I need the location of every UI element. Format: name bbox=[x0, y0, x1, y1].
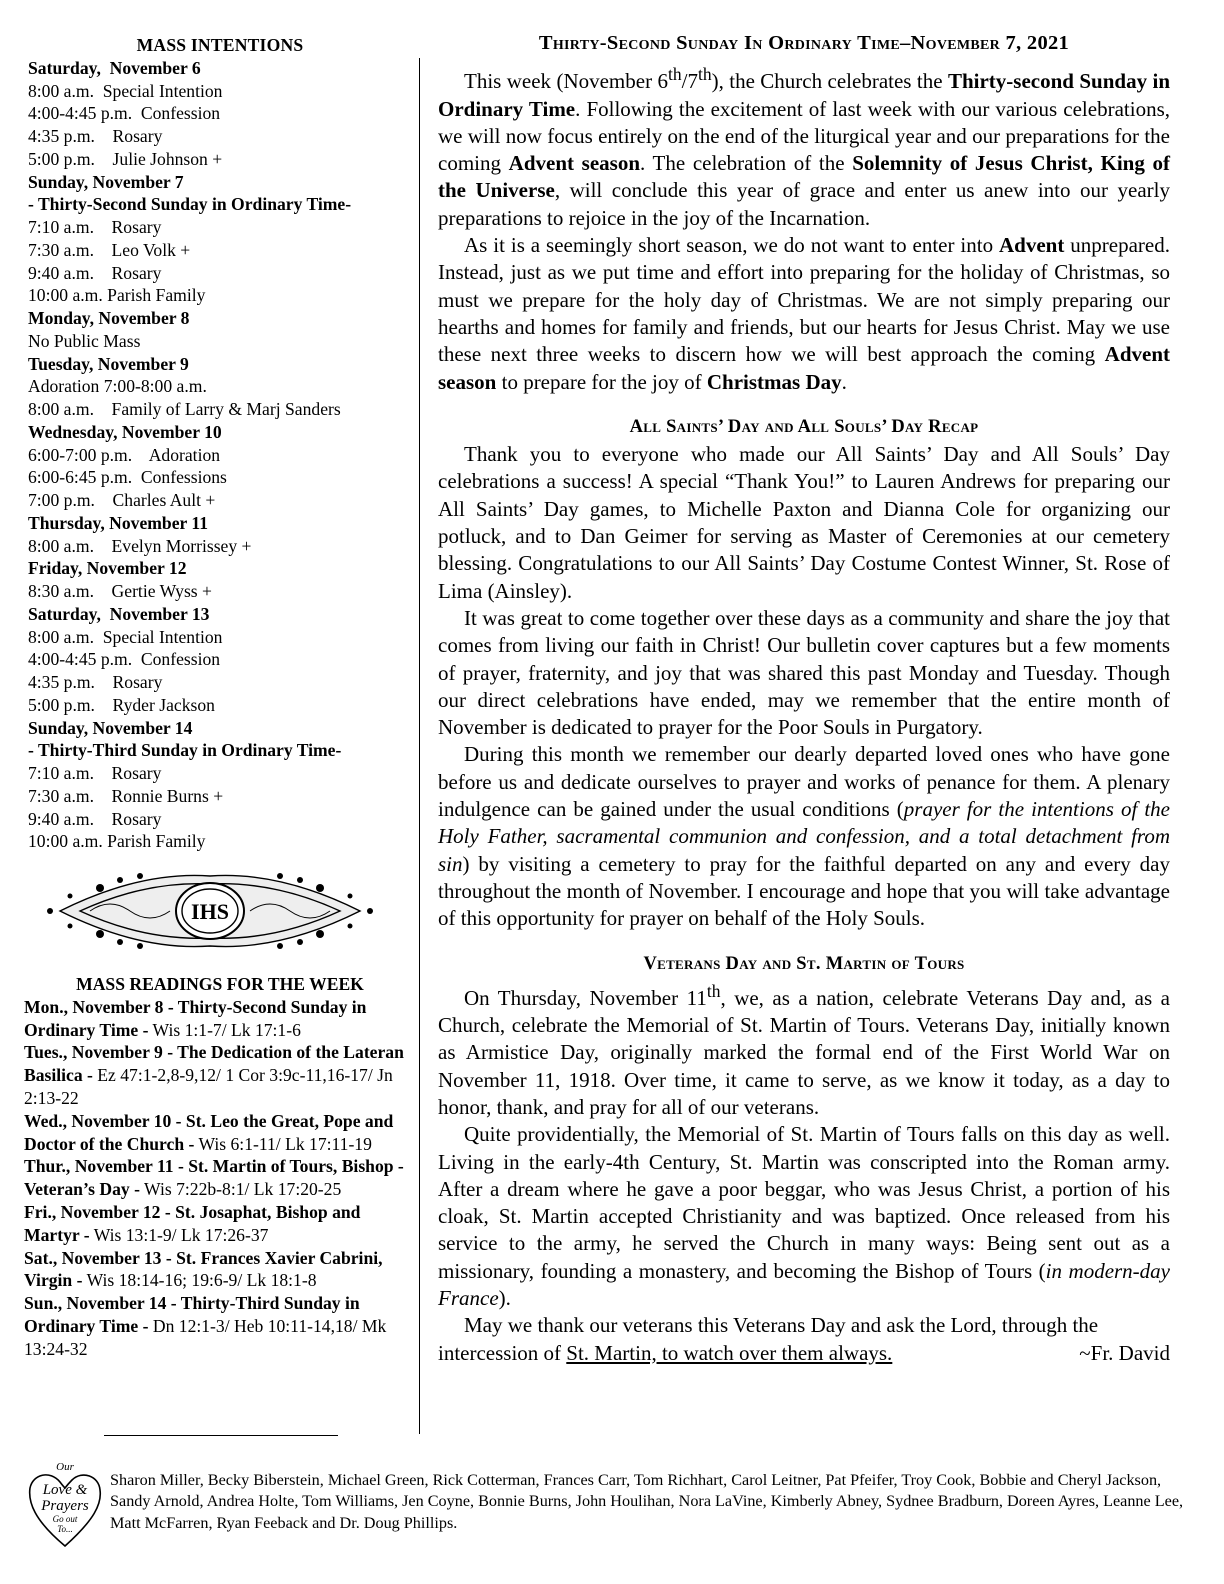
reading-item: Fri., November 12 - St. Josaphat, Bishop and Martyr - Wis 13:1-9/ Lk 17:26-37 bbox=[24, 1201, 361, 1245]
intention-row: 10:00 a.m. Parish Family bbox=[28, 285, 206, 306]
intention-row: 4:35 p.m. Rosary bbox=[28, 672, 163, 692]
reading-item: Thur., November 11 - St. Martin of Tours, Bishop - Veteran’s Day - Wis 7:22b-8:1/ Lk 17:20-25 bbox=[24, 1156, 404, 1200]
intention-row: 9:40 a.m. Rosary bbox=[28, 262, 162, 283]
intention-day-heading: - Thirty-Second Sunday in Ordinary Time- bbox=[28, 194, 352, 215]
readings-title: MASS READINGS FOR THE WEEK bbox=[76, 974, 364, 994]
intention-row: 8:00 a.m. Special Intention bbox=[28, 80, 223, 101]
intention-row: 6:00-7:00 p.m. Adoration bbox=[28, 444, 221, 465]
intention-row: 8:00 a.m. Family of Larry & Marj Sanders bbox=[28, 399, 341, 419]
paragraph-6: On Thursday, November 11th, we, as a nation, celebrate Veterans Day and, as a Church, celebrate the Memorial of St. Martin of Tours. Veterans Day, initially known as Armistice Day, originally marked the formal end of the First World War on November 11, 1918. Over time, it came to serve, as we know it today, as a day to honor, thank, and pray for all of our veterans. bbox=[438, 980, 1170, 1119]
intention-row: No Public Mass bbox=[28, 330, 141, 351]
paragraph-5: During this month we remember our dearly departed loved ones who have gone before us and dedicate ourselves to prayer and works of penance for them. A plenary indulgence can be gained under the usual conditions (prayer for the intentions of the Holy Father, sacramental communion and confession, and a total detachment from sin) by visiting a cemetery to pray for the faithful departed on any and every day throughout the month of November. I encourage and hope that you will take advantage of this opportunity for prayer on behalf of the Holy Souls. bbox=[438, 742, 1170, 931]
reading-item: Sun., November 14 - Thirty-Third Sunday in Ordinary Time - Dn 12:1-3/ Heb 10:11-14,18/ Mk 13:24-32 bbox=[24, 1293, 387, 1359]
intention-day-heading: - Thirty-Third Sunday in Ordinary Time- bbox=[28, 740, 342, 761]
column-divider bbox=[419, 58, 420, 1434]
paragraph-8: May we thank our veterans this Veterans Day and ask the Lord, through the intercession of St. Martin, to watch over them always. ~Fr. David bbox=[438, 1312, 1170, 1367]
intention-day-heading: Monday, November 8 bbox=[28, 308, 190, 328]
reading-item: Wed., November 10 - St. Leo the Great, Pope and Doctor of the Church - Wis 6:1-11/ Lk 17:11-19 bbox=[24, 1110, 394, 1154]
intention-row: 8:00 a.m. Evelyn Morrissey + bbox=[28, 535, 252, 556]
svg-text:Love &: Love & bbox=[42, 1482, 88, 1498]
paragraph-4: It was great to come together over these days as a community and share the joy that comes from living our faith in Christ! Our bulletin cover captures but a few moments of prayer, fraternity, and joy that was shared this past Monday and Tuesday. Though our direct celebrations have ended, may we remember that the entire month of November is dedicated to prayer for the Poor Souls in Purgatory. bbox=[438, 605, 1170, 740]
intention-day-heading: Thursday, November 11 bbox=[28, 512, 209, 533]
intention-row: 4:00-4:45 p.m. Confession bbox=[28, 103, 221, 124]
intention-day-heading: Saturday, November 13 bbox=[28, 603, 210, 624]
monogram-text: IHS bbox=[191, 899, 229, 924]
intention-day-heading: Wednesday, November 10 bbox=[28, 421, 222, 442]
section-title-veterans-day: Veterans Day and St. Martin of Tours bbox=[643, 953, 965, 974]
reading-item: Sat., November 13 - St. Frances Xavier Cabrini, Virgin - Wis 18:14-16; 19:6-9/ Lk 18:1-8 bbox=[24, 1247, 383, 1291]
intention-day-heading: Sunday, November 7 bbox=[28, 171, 184, 192]
prayer-list bbox=[24, 1458, 1184, 1558]
intention-day-heading: Saturday, November 6 bbox=[28, 57, 201, 78]
reading-item: Tues., November 9 - The Dedication of the Lateran Basilica - Ez 47:1-2,8-9,12/ 1 Cor 3:9c-11,16-17/ Jn 2:13-22 bbox=[24, 1042, 404, 1108]
mass-intentions-title: MASS INTENTIONS bbox=[136, 35, 304, 55]
ihs-ornament-icon bbox=[40, 866, 380, 956]
intention-row: 9:40 a.m. Rosary bbox=[28, 808, 162, 829]
intention-row: 7:30 a.m. Leo Volk + bbox=[28, 239, 191, 260]
intention-row: 7:30 a.m. Ronnie Burns + bbox=[28, 785, 224, 806]
paragraph-3: Thank you to everyone who made our All Saints’ Day and All Souls’ Day celebrations a success! A special “Thank You!” to Lauren Andrews for preparing our All Saints’ Day games, to Michelle Paxton and Dianna Cole for organizing our potluck, and to Dan Geimer for serving as Master of Ceremonies at our cemetery blessing. Congratulations to our All Saints’ Day Costume Contest Winner, St. Rose of Lima (Ainsley). bbox=[438, 442, 1170, 603]
section-title-saints-recap: All Saints’ Day and All Souls’ Day Recap bbox=[629, 416, 979, 437]
intention-row: 6:00-6:45 p.m. Confessions bbox=[28, 467, 227, 488]
mass-readings bbox=[24, 973, 410, 1361]
readings-list bbox=[24, 996, 410, 1361]
reading-item: Mon., November 8 - Thirty-Second Sunday in Ordinary Time - Wis 1:1-7/ Lk 17:1-6 bbox=[24, 996, 367, 1040]
intention-row: 4:00-4:45 p.m. Confession bbox=[28, 649, 221, 670]
svg-text:Our: Our bbox=[56, 1461, 74, 1473]
mass-intentions bbox=[28, 34, 412, 853]
intention-row: 5:00 p.m. Julie Johnson + bbox=[28, 148, 223, 169]
intention-row: 5:00 p.m. Ryder Jackson bbox=[28, 694, 215, 715]
intention-day-heading: Tuesday, November 9 bbox=[28, 353, 189, 374]
paragraph-7: Quite providentially, the Memorial of St. Martin of Tours falls on this day as well. Living in the early-4th Century, St. Martin was conscripted into the Roman army. After a dream where he gave a poor beggar, who was Jesus Christ, a portion of his cloak, St. Martin accepted Christianity and was baptized. Once released from his service to the army, he served the Church in many ways: Being sent out as a missionary, founding a monastery, and becoming the Bishop of Tours (in modern-day France). bbox=[438, 1122, 1170, 1311]
paragraph-2: As it is a seemingly short season, we do not want to enter into Advent unprepared. Instead, just as we put time and effort into preparing for the holiday of Christmas, so must we prepare for the holy day of Christmas. We are not simply preparing our hearths and homes for family and friends, but our hearts for Jesus Christ. May we use these next three weeks to discern how we will best approach the coming Advent season to prepare for the joy of Christmas Day. bbox=[438, 233, 1170, 394]
intention-row: 8:00 a.m. Special Intention bbox=[28, 626, 223, 647]
love-prayers-heart-logo-icon bbox=[24, 1458, 106, 1554]
intention-row: 10:00 a.m. Parish Family bbox=[28, 831, 206, 852]
paragraph-1: This week (November 6th/7th), the Church celebrates the Thirty-second Sunday in Ordinary Time. Following the excitement of last week with our various celebrations, we will now focus entirely on the end of the liturgical year and our preparations for the coming Advent season. The celebration of the Solemnity of Jesus Christ, King of the Universe, will conclude this year of grace and enter us anew into our yearly preparations to rejoice in the joy of the Incarnation. bbox=[438, 64, 1171, 230]
intention-row: 4:35 p.m. Rosary bbox=[28, 126, 163, 146]
intention-row: 8:30 a.m. Gertie Wyss + bbox=[28, 581, 212, 601]
svg-text:To...: To... bbox=[57, 1524, 73, 1534]
intention-day-heading: Sunday, November 14 bbox=[28, 717, 193, 738]
article-title: Thirty-Second Sunday In Ordinary Time–November 7, 2021 bbox=[538, 32, 1070, 54]
intentions-list bbox=[28, 57, 412, 853]
intention-row: 7:10 a.m. Rosary bbox=[28, 763, 162, 783]
intention-day-heading: Friday, November 12 bbox=[28, 558, 187, 579]
svg-text:Go out: Go out bbox=[52, 1514, 78, 1524]
intention-row: 7:00 p.m. Charles Ault + bbox=[28, 490, 216, 510]
svg-text:Prayers: Prayers bbox=[41, 1498, 89, 1514]
divider-rule bbox=[104, 1435, 338, 1436]
intention-row: 7:10 a.m. Rosary bbox=[28, 217, 162, 237]
pastor-article bbox=[438, 30, 1170, 1367]
intention-row: Adoration 7:00-8:00 a.m. bbox=[28, 376, 207, 397]
prayer-list-names: Sharon Miller, Becky Biberstein, Michael Green, Rick Cotterman, Frances Carr, Tom Richhart, Carol Leitner, Pat Pfeifer, Troy Cook, Bobbie and Cheryl Jackson, Sandy Arnold, Andrea Holte, Tom Williams, Jen Coyne, Bonnie Burns, John Houlihan, Nora LaVine, Kimberly Abney, Sydnee Bradburn, Doreen Ayres, Leanne Lee, Matt McFarren, Ryan Feeback and Dr. Doug Phillips. bbox=[110, 1471, 1184, 1532]
signature: ~Fr. David bbox=[1079, 1340, 1170, 1365]
